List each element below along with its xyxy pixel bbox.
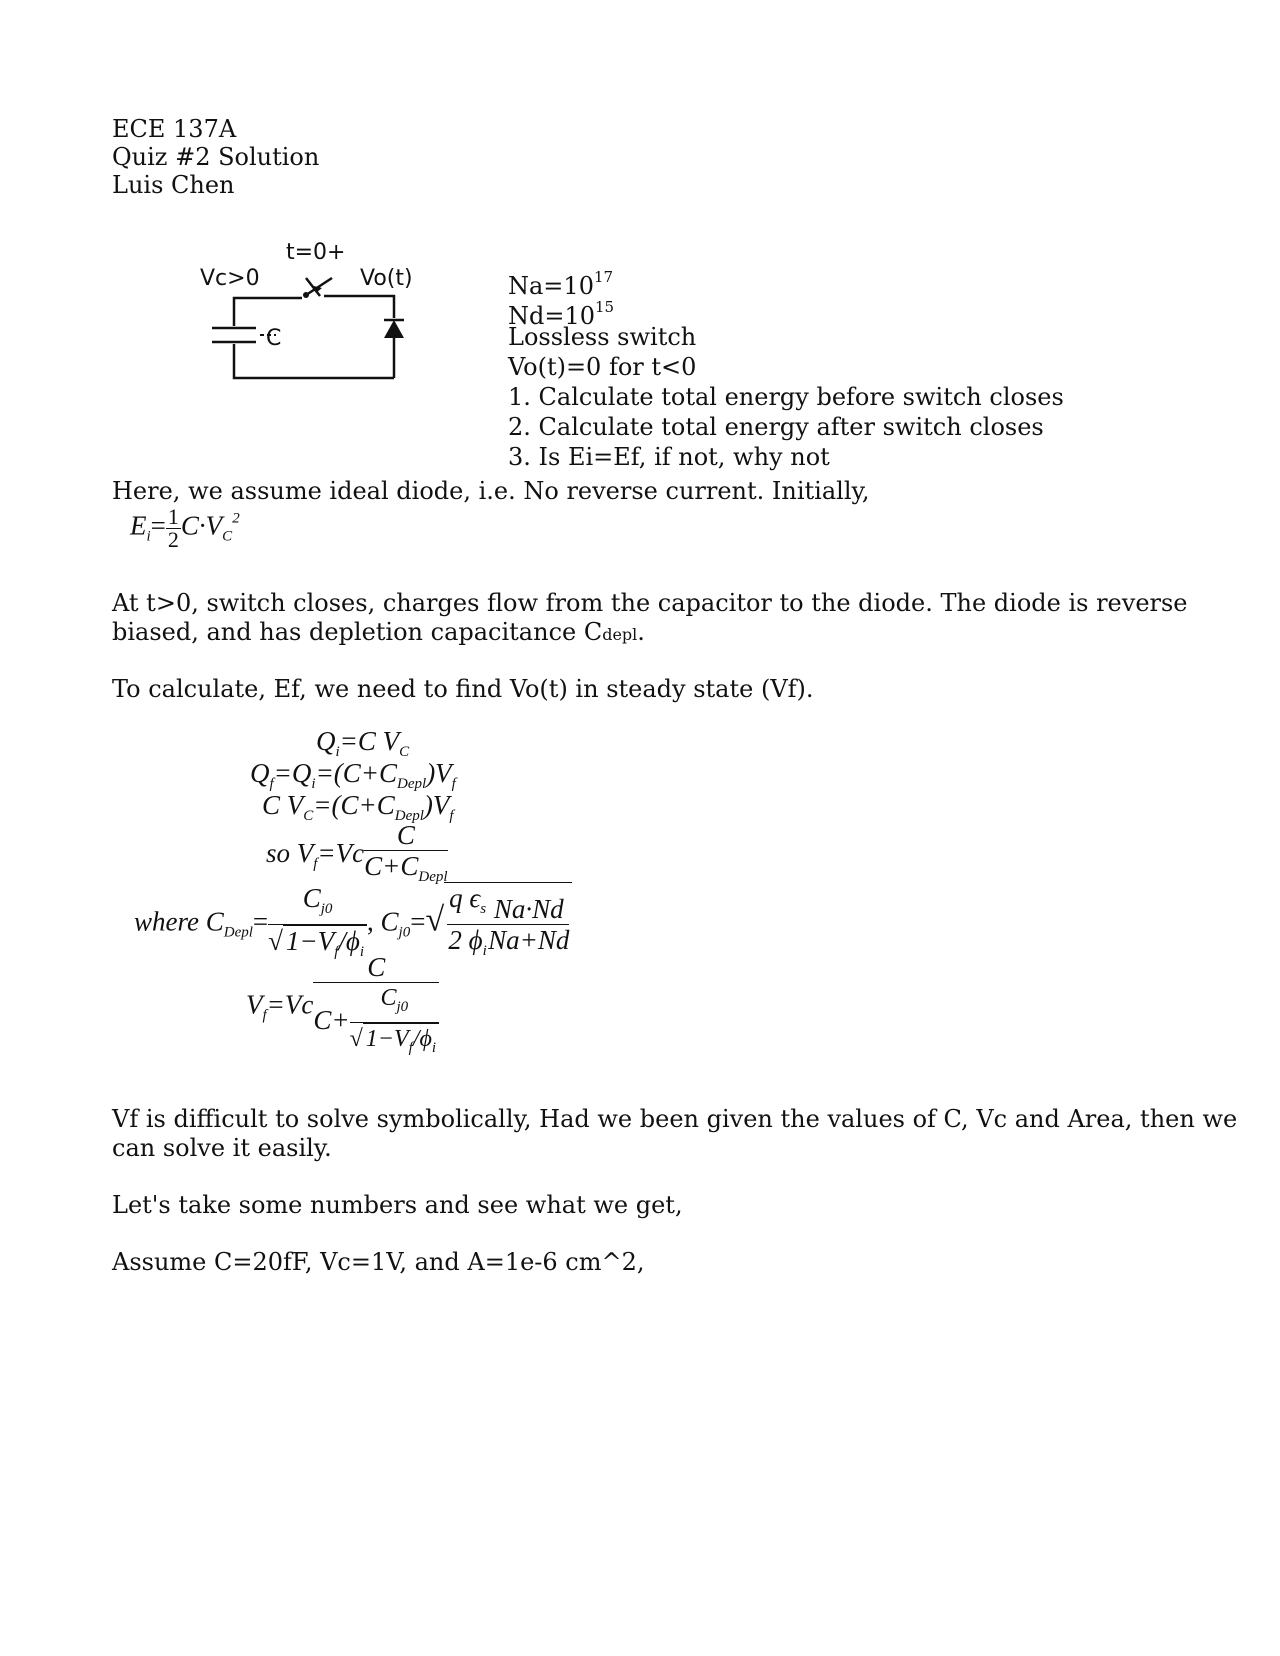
given-nd: $Nd=10^{15}$ [508, 298, 615, 330]
diode-triangle [384, 320, 404, 338]
para-assume-ideal-diode: Here, we assume ideal diode, i.e. No reverse current. Initially, [112, 477, 870, 505]
para-vf-difficult-line1: Vf is difficult to solve symbolically, Had we been given the values of C, Vc and Area, then we [112, 1105, 1238, 1133]
wire-bottom [234, 344, 394, 378]
equation-where-cdepl: where $C_{Depl}=$ $\frac{C_{j0}}{√ 1-V_f/\phi_i}$ , $C_{j0}=√$ $\frac{q \epsilon_s}{2 \phi_i}$ $\frac{Na\cdot Nd}{Na+Nd}$ [134, 882, 572, 967]
para-calculate-ef: To calculate, Ef, we need to find Vo(t) in steady state (Vf). [112, 675, 814, 703]
question-3: 3. Is Ei=Ef, if not, why not [508, 443, 830, 471]
equation-ei: $E_i=$ $\frac{1}{2}$ $C\cdot V_C^2$ [130, 504, 240, 552]
para-take-numbers: Let's take some numbers and see what we get, [112, 1191, 683, 1219]
switch-label: t=0+ [286, 240, 346, 265]
wire-right-top [324, 296, 394, 318]
para-assume-values: Assume C=20fF, Vc=1V, and A=1e-6 cm^2, [112, 1248, 645, 1276]
question-1: 1. Calculate total energy before switch closes [508, 383, 1064, 411]
wire-left-top [234, 298, 302, 326]
para-vf-difficult-line2: can solve it easily. [112, 1134, 332, 1162]
given-switch: Lossless switch [508, 323, 697, 351]
given-vo-initial: Vo(t)=0 for t<0 [508, 353, 697, 381]
question-2: 2. Calculate total energy after switch closes [508, 413, 1044, 441]
given-na: $Na=10^{17}$ [508, 268, 614, 300]
equation-so-vf: so $V_f=Vc$ $\frac{C}{C+C_{Depl}}$ [266, 820, 448, 885]
para-switch-closes-line2: biased, and has depletion capacitance Cdepl. [112, 618, 645, 646]
equation-cvc: C $V_C=(C+C_{Depl})V_f$ [262, 790, 454, 824]
equation-vf-final: $V_f=Vc$ C C+ $\frac{C_{j0}}{√ 1-V_f/\phi_i}$ [246, 952, 439, 1063]
course-title: ECE 137A [112, 115, 237, 143]
vc-label: Vc>0 [200, 266, 260, 291]
quiz-title: Quiz #2 Solution [112, 143, 320, 171]
equation-qf: $Q_f=Q_i=(C+C_{Depl})V_f$ [250, 758, 456, 792]
vo-label: Vo(t) [360, 266, 413, 291]
para-switch-closes-line1: At t>0, switch closes, charges flow from the capacitor to the diode. The diode is reverse [112, 589, 1188, 617]
cap-label: C [266, 326, 282, 351]
switch-blade [306, 278, 332, 295]
equation-qi: $Q_i=C$ $V_C$ [316, 726, 410, 760]
author-name: Luis Chen [112, 171, 235, 199]
